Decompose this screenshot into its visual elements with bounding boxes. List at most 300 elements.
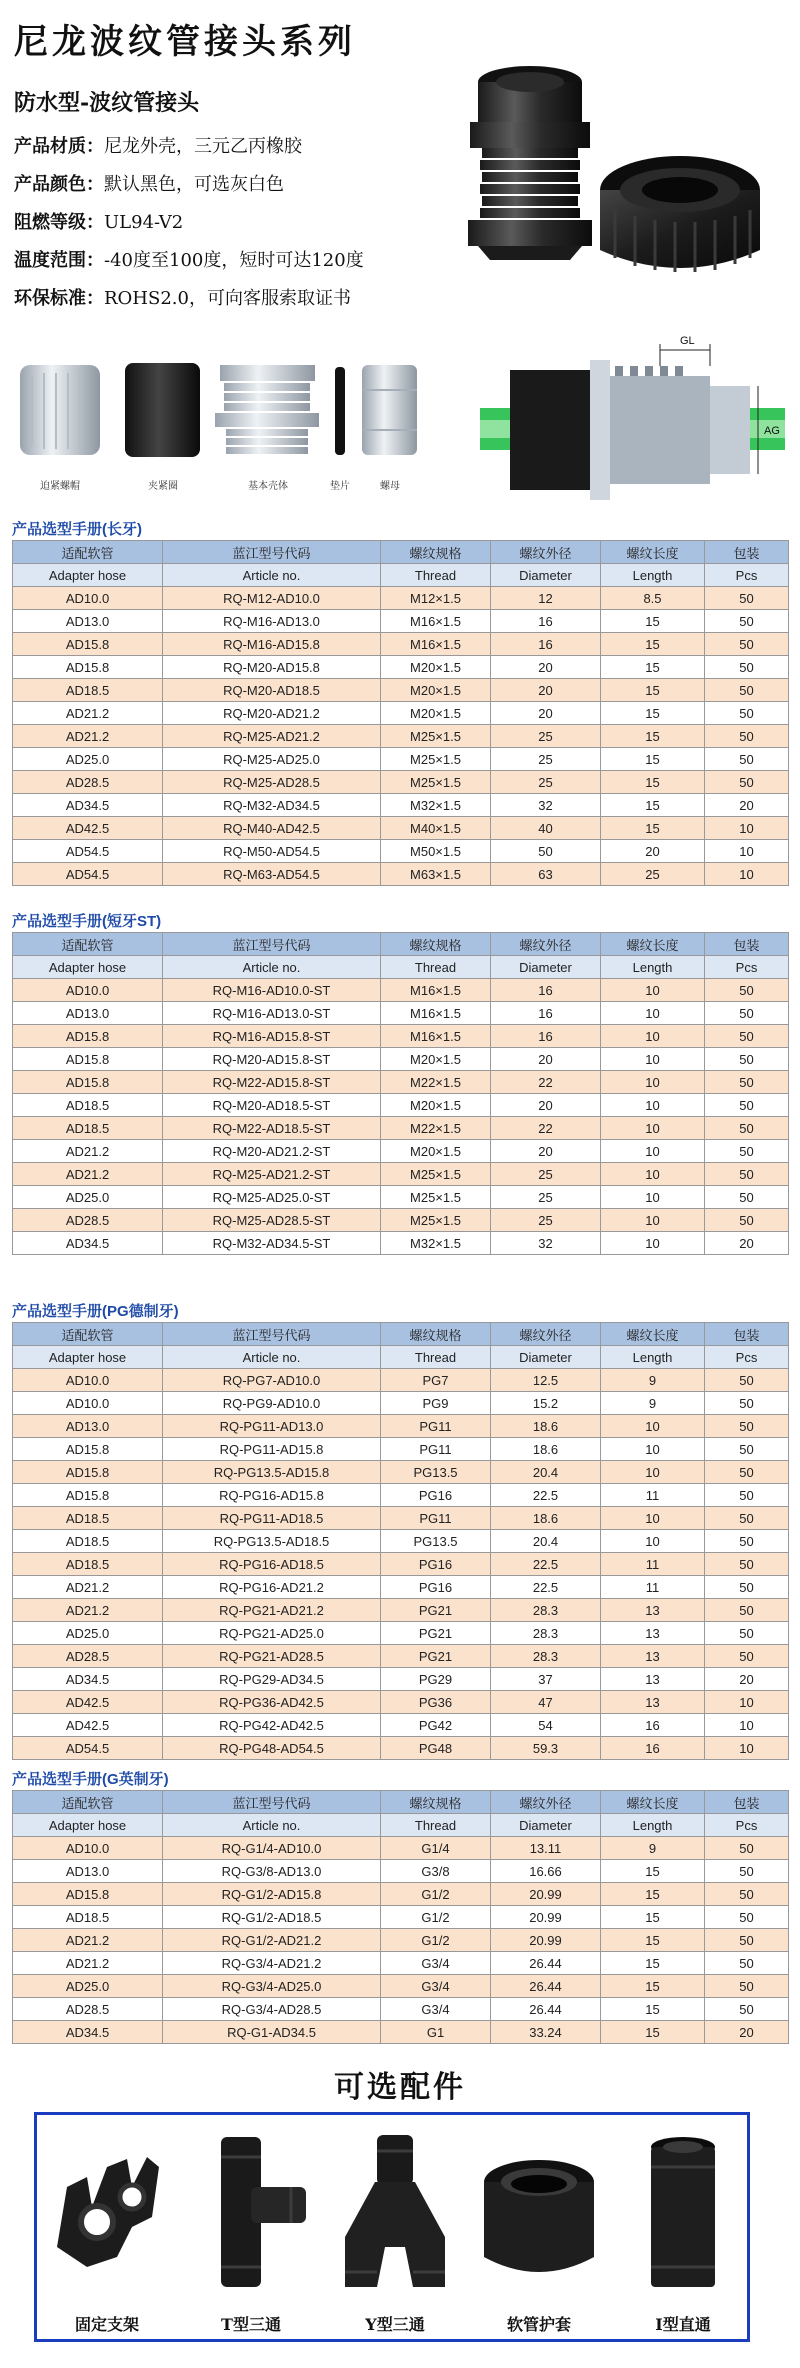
table-cell: 18.6 xyxy=(491,1438,601,1461)
table-cell: M20×1.5 xyxy=(381,656,491,679)
table-cell: Diameter xyxy=(491,956,601,979)
table-cell: RQ-PG13.5-AD18.5 xyxy=(163,1530,381,1553)
table-cell: RQ-PG29-AD34.5 xyxy=(163,1668,381,1691)
table-row xyxy=(13,1929,789,1952)
table-cell: AD10.0 xyxy=(13,1369,163,1392)
table-cell: RQ-M22-AD15.8-ST xyxy=(163,1071,381,1094)
table-row xyxy=(13,1691,789,1714)
spec-flame-rating xyxy=(14,208,183,234)
table-cell: AD25.0 xyxy=(13,1622,163,1645)
table-row xyxy=(13,1668,789,1691)
connector-product-photo xyxy=(450,60,770,290)
table-cell: 11 xyxy=(601,1553,705,1576)
table-cell: 10 xyxy=(601,1025,705,1048)
table-cell: AD21.2 xyxy=(13,1576,163,1599)
table-cell: AD18.5 xyxy=(13,1553,163,1576)
table-cell: M16×1.5 xyxy=(381,610,491,633)
table-cell: AD18.5 xyxy=(13,1906,163,1929)
table-cell: 37 xyxy=(491,1668,601,1691)
table-cell: PG36 xyxy=(381,1691,491,1714)
table-cell: PG11 xyxy=(381,1438,491,1461)
table-cell: PG7 xyxy=(381,1369,491,1392)
table-cell: M20×1.5 xyxy=(381,1094,491,1117)
table-cell: 50 xyxy=(491,840,601,863)
table-cell: 26.44 xyxy=(491,1998,601,2021)
table-cell: 适配软管 xyxy=(13,933,163,956)
table-cell: AD15.8 xyxy=(13,633,163,656)
table-cell: AD21.2 xyxy=(13,1929,163,1952)
spec-environment xyxy=(14,284,351,310)
table-cell: 50 xyxy=(705,1906,789,1929)
table-cell: 50 xyxy=(705,702,789,725)
table-cell: AD18.5 xyxy=(13,679,163,702)
table-cell: 50 xyxy=(705,771,789,794)
table-cell: M25×1.5 xyxy=(381,1163,491,1186)
table-cell: RQ-M16-AD13.0-ST xyxy=(163,1002,381,1025)
table-cell: 10 xyxy=(601,1507,705,1530)
table-cell: RQ-M32-AD34.5-ST xyxy=(163,1232,381,1255)
y-tee-icon xyxy=(335,2127,455,2297)
table-cell: 13 xyxy=(601,1622,705,1645)
table-row xyxy=(13,1163,789,1186)
table-cell: Thread xyxy=(381,1814,491,1837)
table-cell: 50 xyxy=(705,1415,789,1438)
table-cell: 15 xyxy=(601,702,705,725)
table-cell: Adapter hose xyxy=(13,956,163,979)
table-row xyxy=(13,1461,789,1484)
table-cell: 13 xyxy=(601,1668,705,1691)
table-cell: RQ-M40-AD42.5 xyxy=(163,817,381,840)
table-row xyxy=(13,1714,789,1737)
table-cell: RQ-PG21-AD25.0 xyxy=(163,1622,381,1645)
table-row xyxy=(13,656,789,679)
table-cell: 20 xyxy=(705,794,789,817)
table-cell: 20.99 xyxy=(491,1929,601,1952)
straight-coupler-icon xyxy=(623,2127,743,2297)
table-cell: 50 xyxy=(705,1929,789,1952)
table-cell: PG16 xyxy=(381,1576,491,1599)
table-cell: 16 xyxy=(601,1714,705,1737)
table-cell: 15 xyxy=(601,817,705,840)
table-cell: 16 xyxy=(491,1025,601,1048)
table-cell: AD21.2 xyxy=(13,1599,163,1622)
table-cell: Diameter xyxy=(491,564,601,587)
spec-label: 产品材质： xyxy=(14,136,104,157)
table-cell: Adapter hose xyxy=(13,1346,163,1369)
table-cell: AD28.5 xyxy=(13,1998,163,2021)
table-cell: 50 xyxy=(705,1163,789,1186)
table-cell: 26.44 xyxy=(491,1952,601,1975)
table-title-short-thread: 产品选型手册(短牙ST) xyxy=(12,913,162,930)
table-row xyxy=(13,1048,789,1071)
table-cell: AD21.2 xyxy=(13,1952,163,1975)
accessory-t-tee xyxy=(181,2115,321,2339)
table-cell: 50 xyxy=(705,1461,789,1484)
table-cell: RQ-G1-AD34.5 xyxy=(163,2021,381,2044)
table-cell: M16×1.5 xyxy=(381,979,491,1002)
table-cell: 20 xyxy=(705,2021,789,2044)
table-cell: PG21 xyxy=(381,1599,491,1622)
spec-label: 产品颜色： xyxy=(14,174,104,195)
table-cell: M20×1.5 xyxy=(381,1140,491,1163)
table-cell: 50 xyxy=(705,633,789,656)
table-cell: 10 xyxy=(601,1209,705,1232)
table-cell: AD15.8 xyxy=(13,656,163,679)
table-cell: 50 xyxy=(705,1975,789,1998)
table-row xyxy=(13,817,789,840)
table-cell: 13.11 xyxy=(491,1837,601,1860)
table-cell: RQ-M20-AD21.2 xyxy=(163,702,381,725)
part-caption: 垫片 xyxy=(330,481,350,492)
table-cell: G1/2 xyxy=(381,1883,491,1906)
table-cell: PG16 xyxy=(381,1553,491,1576)
table-cell: AD15.8 xyxy=(13,1883,163,1906)
table-cell: M50×1.5 xyxy=(381,840,491,863)
table-header-row-en xyxy=(13,1814,789,1837)
table-cell: RQ-M20-AD18.5-ST xyxy=(163,1094,381,1117)
table-cell: Length xyxy=(601,1814,705,1837)
table-cell: RQ-M12-AD10.0 xyxy=(163,587,381,610)
table-cell: 50 xyxy=(705,1002,789,1025)
table-cell: 12.5 xyxy=(491,1369,601,1392)
table-cell: 50 xyxy=(705,1599,789,1622)
table-row xyxy=(13,771,789,794)
table-cell: 54 xyxy=(491,1714,601,1737)
table-title-pg-thread: 产品选型手册(PG德制牙) xyxy=(12,1303,179,1320)
table-cell: 10 xyxy=(601,979,705,1002)
table-cell: 22.5 xyxy=(491,1484,601,1507)
table-cell: PG13.5 xyxy=(381,1461,491,1484)
table-cell: 50 xyxy=(705,1369,789,1392)
table-cell: M25×1.5 xyxy=(381,1209,491,1232)
spec-temperature xyxy=(14,246,364,272)
table-cell: 螺纹规格 xyxy=(381,1323,491,1346)
table-cell: 10 xyxy=(705,1714,789,1737)
table-cell: PG21 xyxy=(381,1645,491,1668)
table-cell: AD13.0 xyxy=(13,610,163,633)
page-subtitle: 防水型-波纹管接头 xyxy=(14,90,200,116)
table-cell: 16 xyxy=(491,1002,601,1025)
table-title-g-thread: 产品选型手册(G英制牙) xyxy=(12,1771,169,1788)
table-cell: RQ-M25-AD21.2 xyxy=(163,725,381,748)
table-cell: RQ-M20-AD15.8-ST xyxy=(163,1048,381,1071)
spec-table-pg-thread xyxy=(12,1322,789,1760)
table-cell: 螺纹外径 xyxy=(491,933,601,956)
table-cell: Adapter hose xyxy=(13,1814,163,1837)
parts-exploded-view xyxy=(10,345,440,510)
table-row xyxy=(13,1622,789,1645)
table-cell: AD18.5 xyxy=(13,1530,163,1553)
fixing-bracket-icon xyxy=(47,2127,167,2297)
accessory-label: Y型三通 xyxy=(365,2315,425,2334)
table-cell: AD28.5 xyxy=(13,1645,163,1668)
table-cell: PG9 xyxy=(381,1392,491,1415)
table-cell: 16 xyxy=(601,1737,705,1760)
table-cell: 15.2 xyxy=(491,1392,601,1415)
table-cell: M22×1.5 xyxy=(381,1071,491,1094)
table-cell: 50 xyxy=(705,1645,789,1668)
table-cell: 25 xyxy=(491,771,601,794)
table-cell: 50 xyxy=(705,1530,789,1553)
part-caption: 螺母 xyxy=(380,481,400,492)
table-cell: 63 xyxy=(491,863,601,886)
table-cell: 15 xyxy=(601,1975,705,1998)
table-cell: M20×1.5 xyxy=(381,702,491,725)
table-cell: M63×1.5 xyxy=(381,863,491,886)
table-cell: M12×1.5 xyxy=(381,587,491,610)
table-cell: M16×1.5 xyxy=(381,1025,491,1048)
table-row xyxy=(13,1553,789,1576)
table-cell: 10 xyxy=(601,1232,705,1255)
table-cell: RQ-PG16-AD15.8 xyxy=(163,1484,381,1507)
table-cell: AD15.8 xyxy=(13,1484,163,1507)
table-cell: 50 xyxy=(705,656,789,679)
table-cell: AD18.5 xyxy=(13,1117,163,1140)
table-cell: 18.6 xyxy=(491,1507,601,1530)
table-row xyxy=(13,587,789,610)
table-row xyxy=(13,702,789,725)
table-cell: 18.6 xyxy=(491,1415,601,1438)
table-cell: 10 xyxy=(601,1415,705,1438)
table-cell: AD42.5 xyxy=(13,817,163,840)
table-cell: 25 xyxy=(491,1186,601,1209)
table-cell: 15 xyxy=(601,1952,705,1975)
accessory-y-tee xyxy=(325,2115,465,2339)
table-cell: RQ-M20-AD18.5 xyxy=(163,679,381,702)
table-cell: M25×1.5 xyxy=(381,748,491,771)
table-cell: 20.4 xyxy=(491,1530,601,1553)
table-cell: 15 xyxy=(601,1906,705,1929)
table-cell: 11 xyxy=(601,1576,705,1599)
table-row xyxy=(13,1186,789,1209)
table-cell: Thread xyxy=(381,564,491,587)
spec-label: 阻燃等级： xyxy=(14,212,104,233)
accessories-title: 可选配件 xyxy=(334,2070,466,2105)
table-cell: 50 xyxy=(705,1209,789,1232)
hose-sleeve-icon xyxy=(479,2127,599,2297)
table-cell: Length xyxy=(601,1346,705,1369)
table-cell: AD42.5 xyxy=(13,1714,163,1737)
table-header-row-cn xyxy=(13,1323,789,1346)
table-row xyxy=(13,1392,789,1415)
table-cell: Pcs xyxy=(705,1346,789,1369)
table-row xyxy=(13,1369,789,1392)
table-cell: Diameter xyxy=(491,1814,601,1837)
table-cell: G3/8 xyxy=(381,1860,491,1883)
table-cell: RQ-M50-AD54.5 xyxy=(163,840,381,863)
accessory-label: 固定支架 xyxy=(74,2315,139,2334)
table-cell: 50 xyxy=(705,679,789,702)
table-cell: 50 xyxy=(705,1438,789,1461)
spec-table-short-thread xyxy=(12,932,789,1255)
table-cell: 59.3 xyxy=(491,1737,601,1760)
table-cell: RQ-M22-AD18.5-ST xyxy=(163,1117,381,1140)
table-cell: 11 xyxy=(601,1484,705,1507)
table-cell: G3/4 xyxy=(381,1952,491,1975)
table-cell: 10 xyxy=(705,1691,789,1714)
table-cell: 15 xyxy=(601,1883,705,1906)
table-header-row-cn xyxy=(13,541,789,564)
table-cell: Article no. xyxy=(163,1346,381,1369)
table-cell: RQ-M16-AD15.8-ST xyxy=(163,1025,381,1048)
table-cell: M25×1.5 xyxy=(381,725,491,748)
table-cell: 22.5 xyxy=(491,1553,601,1576)
table-row xyxy=(13,725,789,748)
table-cell: 50 xyxy=(705,1553,789,1576)
table-cell: 10 xyxy=(601,1117,705,1140)
accessory-label: T型三通 xyxy=(221,2315,281,2334)
t-tee-icon xyxy=(191,2127,311,2297)
table-cell: 50 xyxy=(705,725,789,748)
table-cell: PG21 xyxy=(381,1622,491,1645)
table-cell: 50 xyxy=(705,587,789,610)
table-cell: RQ-M20-AD21.2-ST xyxy=(163,1140,381,1163)
table-cell: M32×1.5 xyxy=(381,1232,491,1255)
table-cell: PG48 xyxy=(381,1737,491,1760)
ag-dimension-label: AG xyxy=(764,425,780,437)
table-cell: 15 xyxy=(601,656,705,679)
table-cell: RQ-G1/2-AD18.5 xyxy=(163,1906,381,1929)
table-row xyxy=(13,840,789,863)
table-cell: 包装 xyxy=(705,933,789,956)
table-row xyxy=(13,1530,789,1553)
table-cell: 螺纹规格 xyxy=(381,933,491,956)
table-cell: M40×1.5 xyxy=(381,817,491,840)
table-row xyxy=(13,1025,789,1048)
table-cell: 包装 xyxy=(705,1791,789,1814)
table-cell: RQ-PG7-AD10.0 xyxy=(163,1369,381,1392)
table-row xyxy=(13,1576,789,1599)
table-row xyxy=(13,1438,789,1461)
table-cell: Adapter hose xyxy=(13,564,163,587)
table-title-long-thread: 产品选型手册(长牙) xyxy=(12,521,142,538)
table-cell: 适配软管 xyxy=(13,1791,163,1814)
table-cell: G1 xyxy=(381,2021,491,2044)
table-cell: 10 xyxy=(705,1737,789,1760)
table-cell: 20 xyxy=(491,702,601,725)
table-cell: AD28.5 xyxy=(13,771,163,794)
table-cell: 螺纹长度 xyxy=(601,541,705,564)
spec-value: ROHS2.0，可向客服索取证书 xyxy=(104,288,351,309)
table-header-row-en xyxy=(13,956,789,979)
table-cell: 50 xyxy=(705,1025,789,1048)
table-cell: AD54.5 xyxy=(13,840,163,863)
table-cell: RQ-M16-AD10.0-ST xyxy=(163,979,381,1002)
table-header-row-cn xyxy=(13,1791,789,1814)
header-section xyxy=(0,0,800,340)
table-cell: 47 xyxy=(491,1691,601,1714)
spec-material xyxy=(14,132,302,158)
table-cell: 25 xyxy=(491,1209,601,1232)
table-cell: 12 xyxy=(491,587,601,610)
table-cell: RQ-PG21-AD28.5 xyxy=(163,1645,381,1668)
table-cell: 15 xyxy=(601,771,705,794)
table-cell: RQ-M20-AD15.8 xyxy=(163,656,381,679)
table-cell: G1/2 xyxy=(381,1906,491,1929)
accessory-label: I型直通 xyxy=(655,2315,711,2334)
table-cell: 25 xyxy=(601,863,705,886)
table-cell: 20.4 xyxy=(491,1461,601,1484)
table-cell: 10 xyxy=(601,1094,705,1117)
cross-section-diagram xyxy=(480,330,785,510)
table-cell: AD13.0 xyxy=(13,1002,163,1025)
table-header-row-cn xyxy=(13,933,789,956)
table-cell: PG42 xyxy=(381,1714,491,1737)
table-cell: 22 xyxy=(491,1071,601,1094)
table-cell: 蓝江型号代码 xyxy=(163,933,381,956)
table-cell: 螺纹长度 xyxy=(601,1791,705,1814)
table-cell: AD10.0 xyxy=(13,1392,163,1415)
table-cell: M25×1.5 xyxy=(381,771,491,794)
table-row xyxy=(13,1737,789,1760)
table-cell: Length xyxy=(601,956,705,979)
table-row xyxy=(13,748,789,771)
table-cell: M22×1.5 xyxy=(381,1117,491,1140)
table-row xyxy=(13,1599,789,1622)
table-cell: AD10.0 xyxy=(13,587,163,610)
table-cell: 10 xyxy=(705,863,789,886)
table-cell: AD21.2 xyxy=(13,702,163,725)
table-cell: 50 xyxy=(705,1998,789,2021)
table-cell: 22.5 xyxy=(491,1576,601,1599)
table-cell: AD21.2 xyxy=(13,1163,163,1186)
table-cell: 10 xyxy=(601,1530,705,1553)
table-cell: 32 xyxy=(491,794,601,817)
table-row xyxy=(13,1507,789,1530)
table-row xyxy=(13,1837,789,1860)
table-cell: RQ-G3/4-AD21.2 xyxy=(163,1952,381,1975)
table-cell: 15 xyxy=(601,725,705,748)
table-cell: 22 xyxy=(491,1117,601,1140)
table-cell: RQ-PG42-AD42.5 xyxy=(163,1714,381,1737)
table-row xyxy=(13,633,789,656)
table-cell: 50 xyxy=(705,979,789,1002)
table-cell: PG11 xyxy=(381,1507,491,1530)
table-cell: 15 xyxy=(601,748,705,771)
table-cell: AD18.5 xyxy=(13,1507,163,1530)
table-cell: 25 xyxy=(491,725,601,748)
table-cell: 13 xyxy=(601,1599,705,1622)
table-cell: 40 xyxy=(491,817,601,840)
table-cell: 20 xyxy=(491,1140,601,1163)
table-cell: 20 xyxy=(705,1668,789,1691)
part-caption: 迫紧螺帽 xyxy=(40,481,80,492)
table-cell: Pcs xyxy=(705,564,789,587)
table-cell: RQ-M16-AD15.8 xyxy=(163,633,381,656)
table-cell: 蓝江型号代码 xyxy=(163,1791,381,1814)
table-row xyxy=(13,1209,789,1232)
table-cell: Pcs xyxy=(705,956,789,979)
table-row xyxy=(13,979,789,1002)
table-cell: RQ-PG16-AD21.2 xyxy=(163,1576,381,1599)
spec-color xyxy=(14,170,284,196)
table-cell: RQ-PG11-AD18.5 xyxy=(163,1507,381,1530)
table-header-row-en xyxy=(13,564,789,587)
table-cell: RQ-M63-AD54.5 xyxy=(163,863,381,886)
table-cell: AD34.5 xyxy=(13,2021,163,2044)
table-row xyxy=(13,2021,789,2044)
accessory-fixing-bracket xyxy=(37,2115,177,2339)
table-cell: 28.3 xyxy=(491,1599,601,1622)
table-cell: 适配软管 xyxy=(13,541,163,564)
table-cell: G1/4 xyxy=(381,1837,491,1860)
table-cell: 10 xyxy=(601,1071,705,1094)
table-cell: 50 xyxy=(705,1048,789,1071)
table-cell: 50 xyxy=(705,1484,789,1507)
accessory-hose-sleeve xyxy=(469,2115,609,2339)
table-cell: Length xyxy=(601,564,705,587)
table-cell: 20 xyxy=(491,1094,601,1117)
